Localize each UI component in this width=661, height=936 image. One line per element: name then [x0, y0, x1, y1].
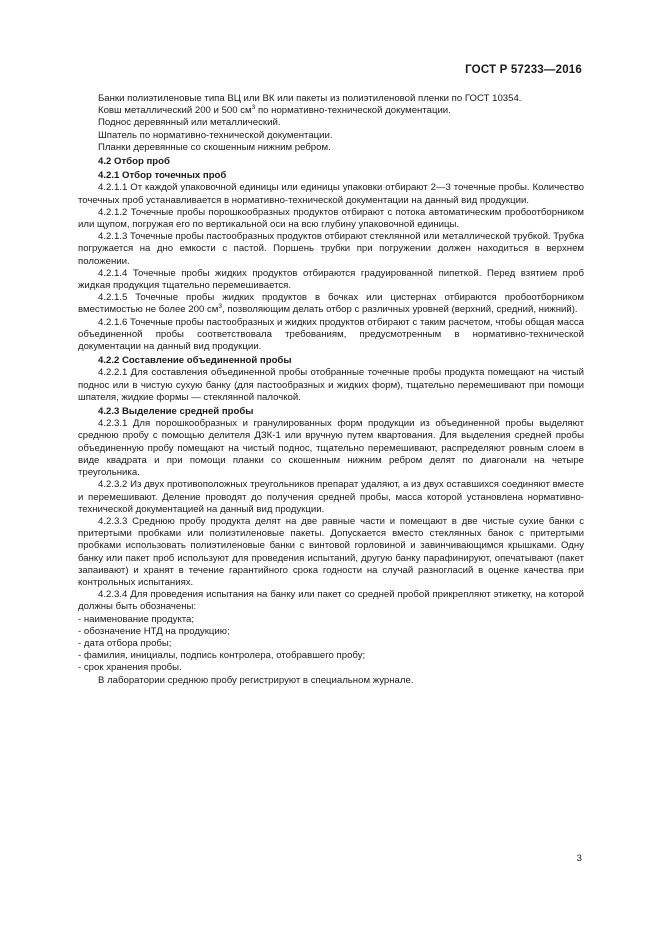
list-item: - наименование продукта; — [78, 613, 195, 625]
list-item: - обозначение НТД на продукцию; — [78, 625, 230, 637]
intro-line-5: Планки деревянные со скошенным нижним ребром. — [98, 141, 331, 153]
para-4-2-3-4: 4.2.3.4 Для проведения испытания на банку или пакет со средней пробой прикрепляют этикетку, на которой должны быть обозначены: — [78, 589, 584, 613]
section-4-2-1-heading: 4.2.1 Отбор точечных проб — [98, 170, 227, 182]
document-header: ГОСТ Р 57233—2016 — [465, 64, 582, 76]
para-4-2-1-2: 4.2.1.2 Точечные пробы порошкообразных продуктов отбирают с потока автоматическим пробоотборником или щупом, погружая его по вертикальной оси на всю глубину упаковочной единицы. — [78, 206, 584, 231]
section-4-2-2-heading: 4.2.2 Составление объединенной пробы — [98, 355, 292, 367]
para-4-2-1-5-text: 4.2.1.5 Точечные пробы жидких продуктов в бочках или цистернах отбираются пробоотборником вместимостью не более 200 см — [78, 292, 584, 316]
para-4-2-1-4: 4.2.1.4 Точечные пробы жидких продуктов отбираются градуированной пипеткой. Перед взятием проб жидкая продукция тщательно перемешивается. — [78, 267, 584, 292]
superscript: 3 — [251, 104, 256, 112]
intro-line-1: Банки полиэтиленовые типа ВЦ или ВК или пакеты из полиэтиленовой пленки по ГОСТ 10354. — [98, 93, 522, 104]
list-item: - срок хранения пробы. — [78, 662, 182, 674]
intro-line-4: Шпатель по нормативно-технической документации. — [98, 129, 333, 141]
superscript: 3 — [218, 303, 222, 311]
intro-line-2-text: Ковш металлический 200 и 500 см — [98, 105, 252, 117]
section-4-2-3-heading: 4.2.3 Выделение средней пробы — [98, 406, 254, 418]
para-4-2-1-6: 4.2.1.6 Точечные пробы пастообразных и жидких продуктов отбирают с таким расчетом, чтобы общая масса объединенной пробы соответствовала требованиям, предусмотренным в нормативно-технической документации на данный вид продукции. — [78, 316, 584, 353]
intro-line-2-tail: по нормативно-технической документации. — [255, 105, 451, 117]
list-item: - дата отбора пробы; — [78, 637, 172, 649]
para-4-2-1-1: 4.2.1.1 От каждой упаковочной единицы или единицы упаковки отбирают 2—3 точечные пробы. Количество точечных проб устанавливается в нормативно-технической документации на данный вид продукции. — [78, 182, 584, 206]
para-4-2-3-1: 4.2.3.1 Для порошкообразных и гранулированных форм продукции из объединенной пробы выделяют среднюю пробу с помощью делителя ДЗК-1 или вручную путем квартования. Для выделения средней пробы объединенную пробу помещают на чистый поднос, тщательно перемешивают, распределяют ровным слоем в виде квадрата и при помощи планки со скошенным нижним ребром делят по диагонали на четыре треугольника. — [78, 418, 584, 479]
section-4-2-heading: 4.2 Отбор проб — [98, 156, 170, 168]
closing-paragraph: В лаборатории среднюю пробу регистрируют в специальном журнале. — [98, 674, 414, 686]
intro-line-3: Поднос деревянный или металлический. — [98, 117, 281, 129]
para-4-2-1-5-tail: , позволяющим делать отбор с различных уровней (верхний, средний, нижний). — [222, 304, 578, 316]
para-4-2-3-2: 4.2.3.2 Из двух противоположных треугольников препарат удаляют, а из двух оставшихся соединяют вместе и перемешивают. Деление проводят до получения средней пробы, масса которой установлена нормативно-технической документацией на данный вид продукции. — [78, 479, 584, 515]
para-4-2-2-1: 4.2.2.1 Для составления объединенной пробы отобранные точечные пробы продукта помещают на чистый поднос или в чистую сухую банку (для пастообразных и жидких форм), тщательно перемешивают при помощи шпателя, жидкие формы — стеклянной палочкой. — [78, 367, 584, 403]
list-item: - фамилия, инициалы, подпись контролера, отобравшего пробу; — [78, 650, 366, 662]
para-4-2-1-3: 4.2.1.3 Точечные пробы пастообразных продуктов отбирают стеклянной или металлической трубкой. Трубка погружается на дно емкости с пастой. Поршень трубки при погружении должен находиться в верхнем положении. — [78, 231, 584, 267]
page-number: 3 — [576, 853, 582, 864]
para-4-2-1-5 — [78, 292, 584, 316]
para-4-2-3-3: 4.2.3.3 Среднюю пробу продукта делят на две равные части и помещают в две чистые сухие банки с притертыми пробками или полиэтиленовые пакеты. Допускается вместо стеклянных банок с притертыми пробками использовать полиэтиленовые банки с винтовой горловиной и завинчивающимся крышками. Одну банку или пакет проб используют для проведения испытаний, другую банку парафинируют, опечатывают (пакет запаивают) и хранят в течение гарантийного срока годности на случай разногласий в оценке качества при контрольных испытаниях. — [78, 515, 584, 588]
label-fields-list — [78, 614, 584, 675]
document-body — [78, 93, 584, 687]
intro-line-2 — [78, 105, 584, 117]
